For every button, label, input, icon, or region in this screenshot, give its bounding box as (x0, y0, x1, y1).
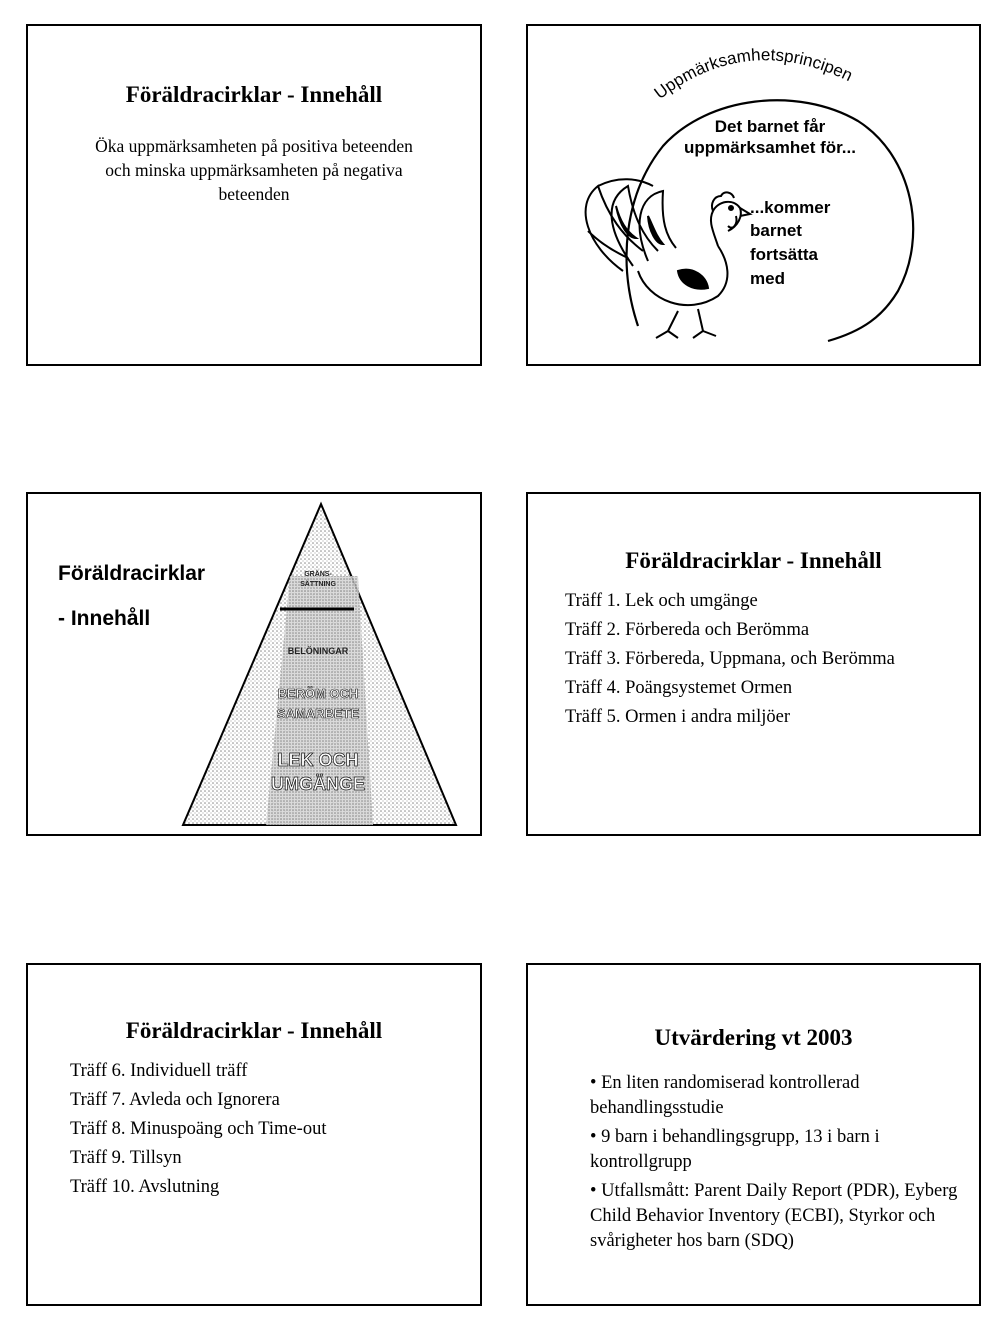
slide-title-line2: - Innehåll (58, 607, 151, 630)
list-item: Träff 8. Minuspoäng och Time-out (70, 1119, 327, 1139)
slide-6 (526, 963, 981, 1306)
level-label-praise-1: BERÖM OCH (277, 686, 359, 701)
list-item: Träff 5. Ormen i andra miljöer (565, 707, 791, 727)
list-item: Träff 9. Tillsyn (70, 1148, 182, 1168)
body-line: beteenden (218, 184, 290, 204)
level-label-rewards: BELÖNINGAR (287, 646, 349, 656)
statement-bottom-4: med (750, 269, 785, 288)
slide-3 (26, 492, 482, 836)
level-label-play-2: UMGÄNGE (271, 774, 365, 794)
slide-title: Föräldracirklar - Innehåll (625, 548, 882, 573)
list-item: Träff 3. Förbereda, Uppmana, och Berömma (565, 649, 895, 669)
bullet-item: • En liten randomiserad kontrollerad behandlingsstudie (590, 1073, 860, 1118)
slide-4 (526, 492, 981, 836)
list-item: Träff 2. Förbereda och Berömma (565, 620, 810, 640)
level-label-top-1: GRÄNS- (304, 571, 332, 578)
list-item: Träff 1. Lek och umgänge (565, 591, 758, 611)
statement-top-2: uppmärksamhet för... (684, 138, 856, 157)
level-label-praise-2: SAMARBETE (276, 706, 360, 721)
body-line: Öka uppmärksamheten på positiva beteenden (95, 136, 413, 156)
session-list (70, 1057, 326, 1202)
list-item: Träff 6. Individuell träff (70, 1061, 248, 1081)
statement-top-1: Det barnet får (714, 117, 826, 136)
evaluation-bullets (590, 1071, 959, 1258)
level-label-top-2: SÄTTNING (300, 581, 336, 588)
statement-bottom-3: fortsätta (750, 245, 819, 264)
pyramid-diagram (28, 494, 480, 834)
slide-5 (26, 963, 482, 1306)
slide-title-line1: Föräldracirklar (58, 562, 206, 585)
slide-title: Utvärdering vt 2003 (654, 1025, 853, 1050)
slide-title: Föräldracirklar - Innehåll (125, 82, 383, 107)
statement-bottom-2: barnet (750, 221, 802, 240)
bullet-item: • 9 barn i behandlingsgrupp, 13 i barn i kontrollgrupp (590, 1127, 880, 1172)
statement-bottom-1: ...kommer (750, 198, 831, 217)
session-list (565, 587, 895, 732)
list-item: Träff 7. Avleda och Ignorera (70, 1090, 280, 1110)
attention-principle-graphic (528, 26, 979, 364)
rooster-illustration (586, 179, 750, 338)
slide-body (58, 134, 450, 206)
list-item: Träff 10. Avslutning (70, 1177, 220, 1197)
level-label-play-1: LEK OCH (277, 750, 359, 770)
slide-1 (26, 24, 482, 366)
slide-title: Föräldracirklar - Innehåll (125, 1018, 383, 1043)
slide-2 (526, 24, 981, 366)
bullet-item: • Utfallsmått: Parent Daily Report (PDR), Eyberg Child Behavior Inventory (ECBI), Styrkor och svårigheter hos barn (SDQ) (590, 1181, 958, 1251)
body-line: och minska uppmärksamheten på negativa (105, 160, 403, 180)
list-item: Träff 4. Poängsystemet Ormen (565, 678, 793, 698)
arc-title: Uppmärksamhetsprincipen (650, 45, 856, 103)
